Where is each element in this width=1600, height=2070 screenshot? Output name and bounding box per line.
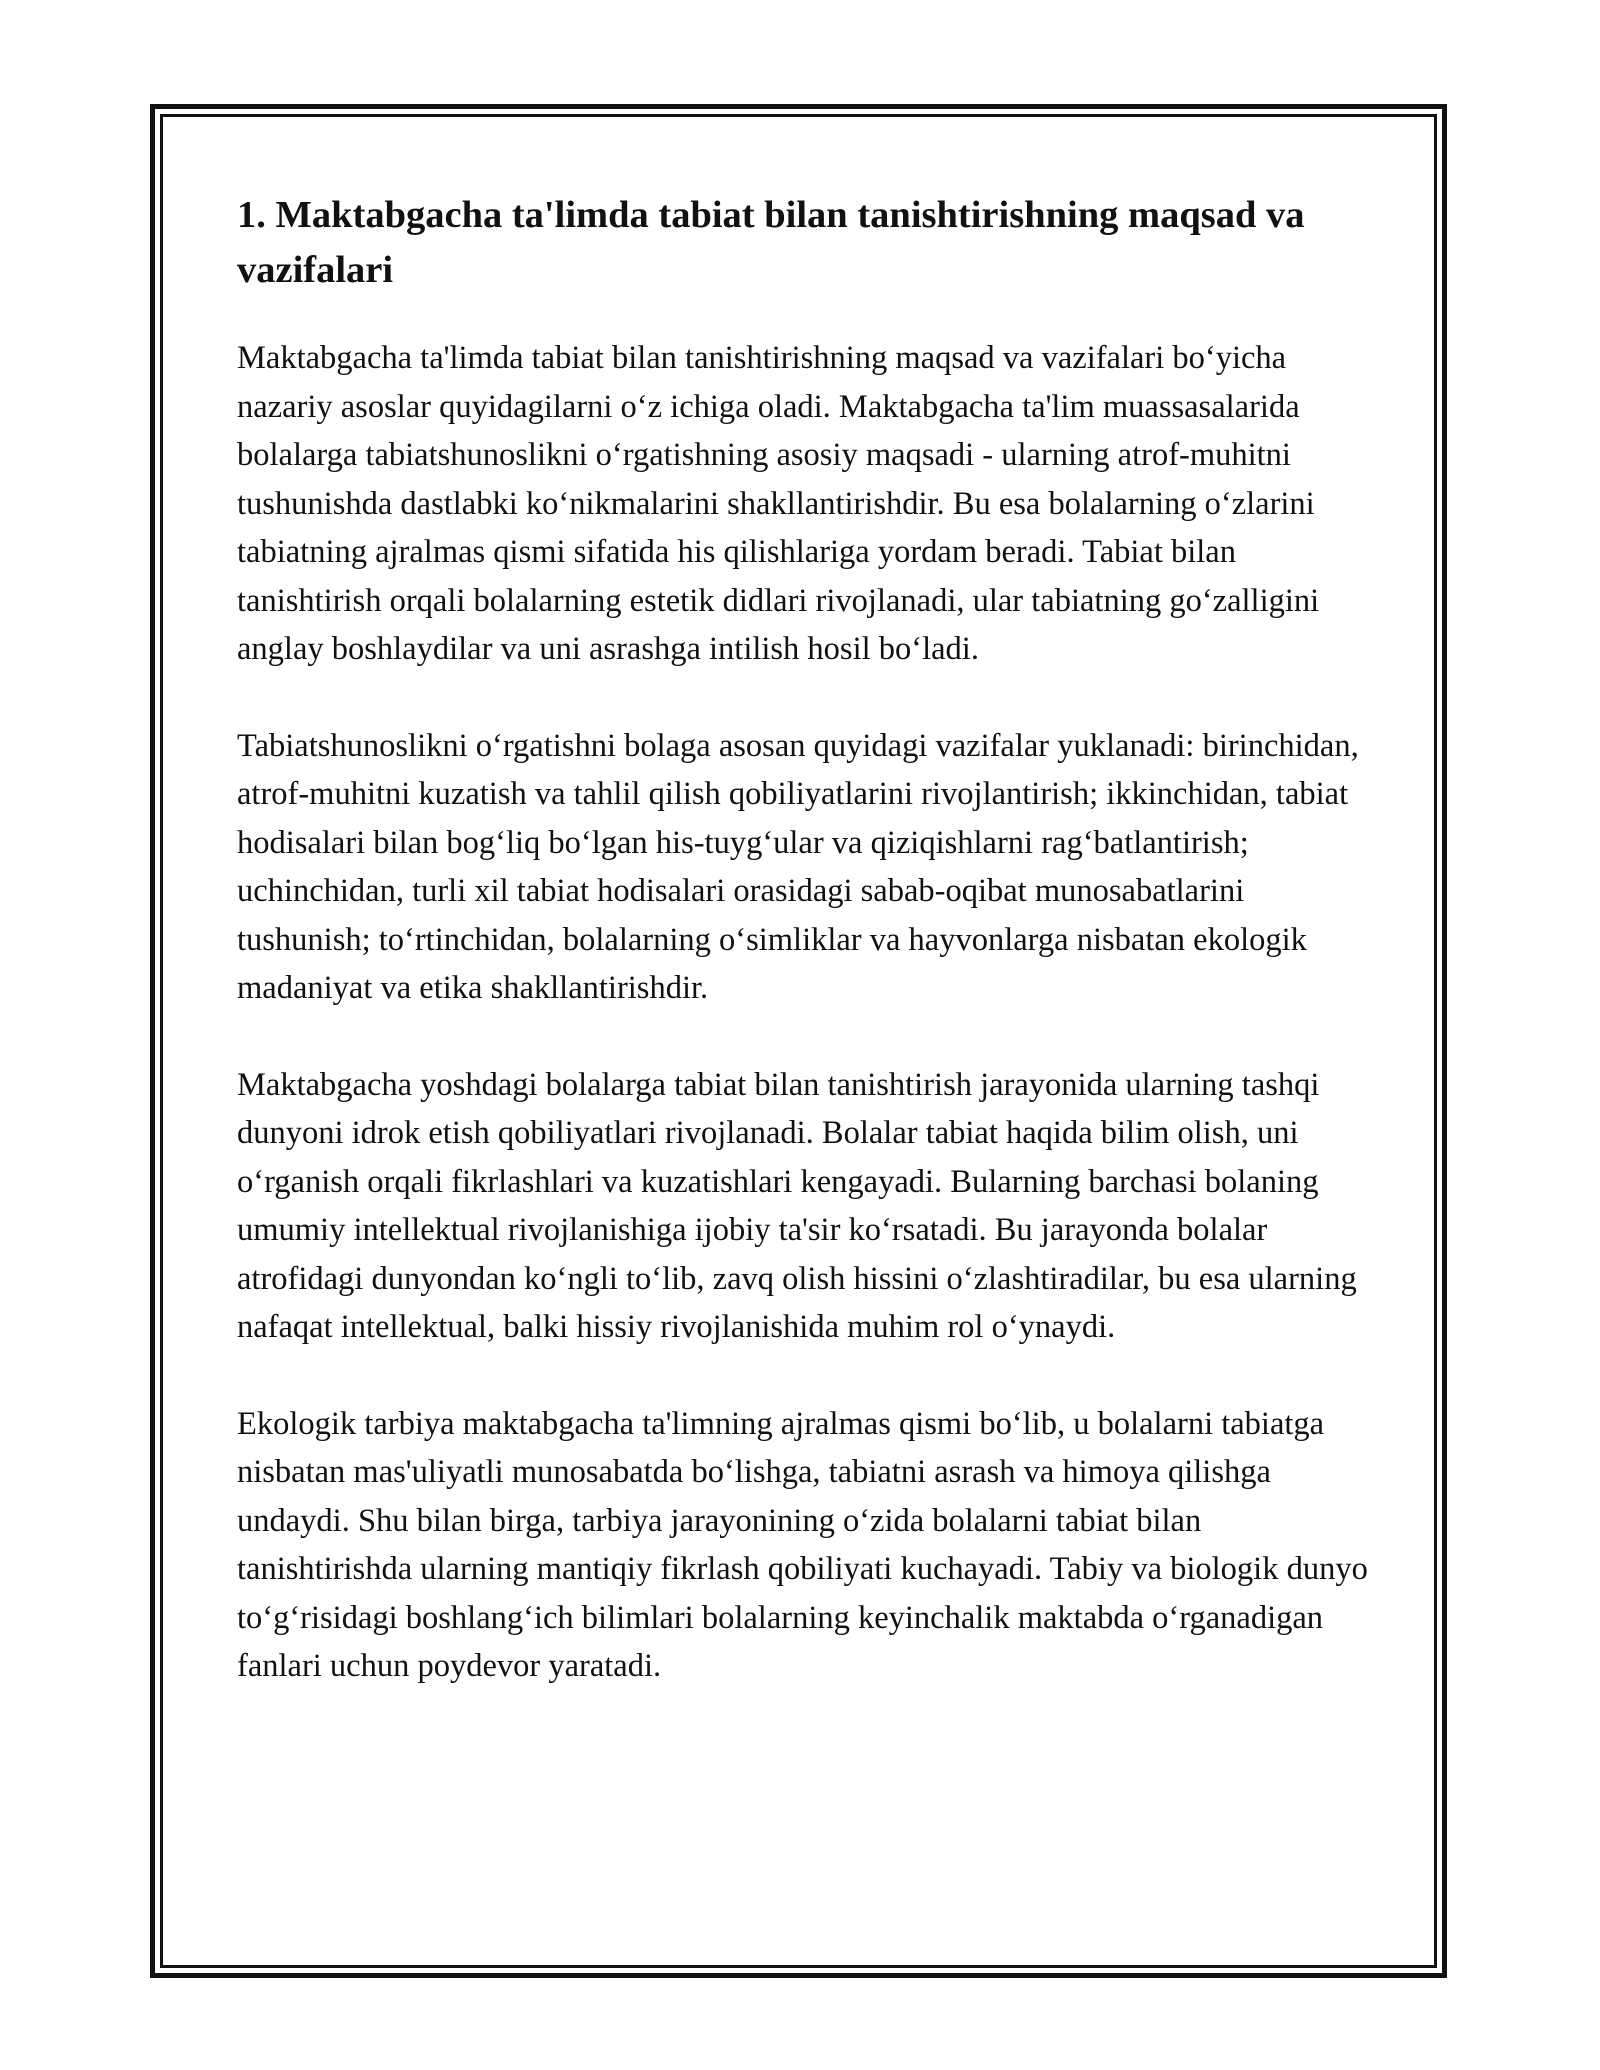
section-heading: 1. Maktabgacha ta'limda tabiat bilan tanishtirishning maqsad va vazifalari [237, 194, 1305, 291]
paragraph-perception: Maktabgacha yoshdagi bolalarga tabiat bilan tanishtirish jarayonida ularning tashqi dunyoni idrok etish qobiliyatlari rivojlanadi. Bolalar tabiat haqida bilim olish, uni o‘rganish orqali fikrlashlari va kuzatishlari kengayadi. Bularning barchasi bolaning umumiy intellektual rivojlanishiga ijobiy ta'sir ko‘rsatadi. Bu jarayonda bolalar atrofidagi dunyondan ko‘ngli to‘lib, zavq olish hissini o‘zlashtiradilar, bu esa ularning nafaqat intellektual, balki hissiy rivojlanishida muhim rol o‘ynaydi. [237, 1066, 1357, 1345]
paragraph-ecological-education: Ekologik tarbiya maktabgacha ta'limning ajralmas qismi bo‘lib, u bolalarni tabiatga nisbatan mas'uliyatli munosabatda bo‘lishga, tabiatni asrash va himoya qilishga undaydi. Shu bilan birga, tarbiya jarayonining o‘zida bolalarni tabiat bilan tanishtirishda ularning mantiqiy fikrlash qobiliyati kuchayadi. Tabiy va biologik dunyo to‘g‘risidagi boshlang‘ich bilimlari bolalarning keyinchalik maktabda o‘rganadigan fanlari uchun poydevor yaratadi. [237, 1405, 1368, 1684]
paragraph-goals: Maktabgacha ta'limda tabiat bilan tanishtirishning maqsad va vazifalari bo‘yicha nazariy asoslar quyidagilarni o‘z ichiga oladi. Maktabgacha ta'lim muassasalarida bolalarga tabiatshunoslikni o‘rgatishning asosiy maqsadi - ularning atrof-muhitni tushunishda dastlabki ko‘nikmalarini shakllantirishdir. Bu esa bolalarning o‘zlarini tabiatning ajralmas qismi sifatida his qilishlariga yordam beradi. Tabiat bilan tanishtirish orqali bolalarning estetik didlari rivojlanadi, ular tabiatning go‘zalligini anglay boshlaydilar va uni asrashga intilish hosil bo‘ladi. [237, 340, 1320, 667]
document-body [237, 188, 1372, 1739]
paragraph-tasks: Tabiatshunoslikni o‘rgatishni bolaga asosan quyidagi vazifalar yuklanadi: birinchidan, atrof-muhitni kuzatish va tahlil qilish qobiliyatlarini rivojlantirish; ikkinchidan, tabiat hodisalari bilan bog‘liq bo‘lgan his-tuyg‘ular va qiziqishlarni rag‘batlantirish; uchinchidan, turli xil tabiat hodisalari orasidagi sabab-oqibat munosabatlarini tushunish; to‘rtinchidan, bolalarning o‘simliklar va hayvonlarga nisbatan ekologik madaniyat va etika shakllantirishdir. [237, 727, 1359, 1006]
